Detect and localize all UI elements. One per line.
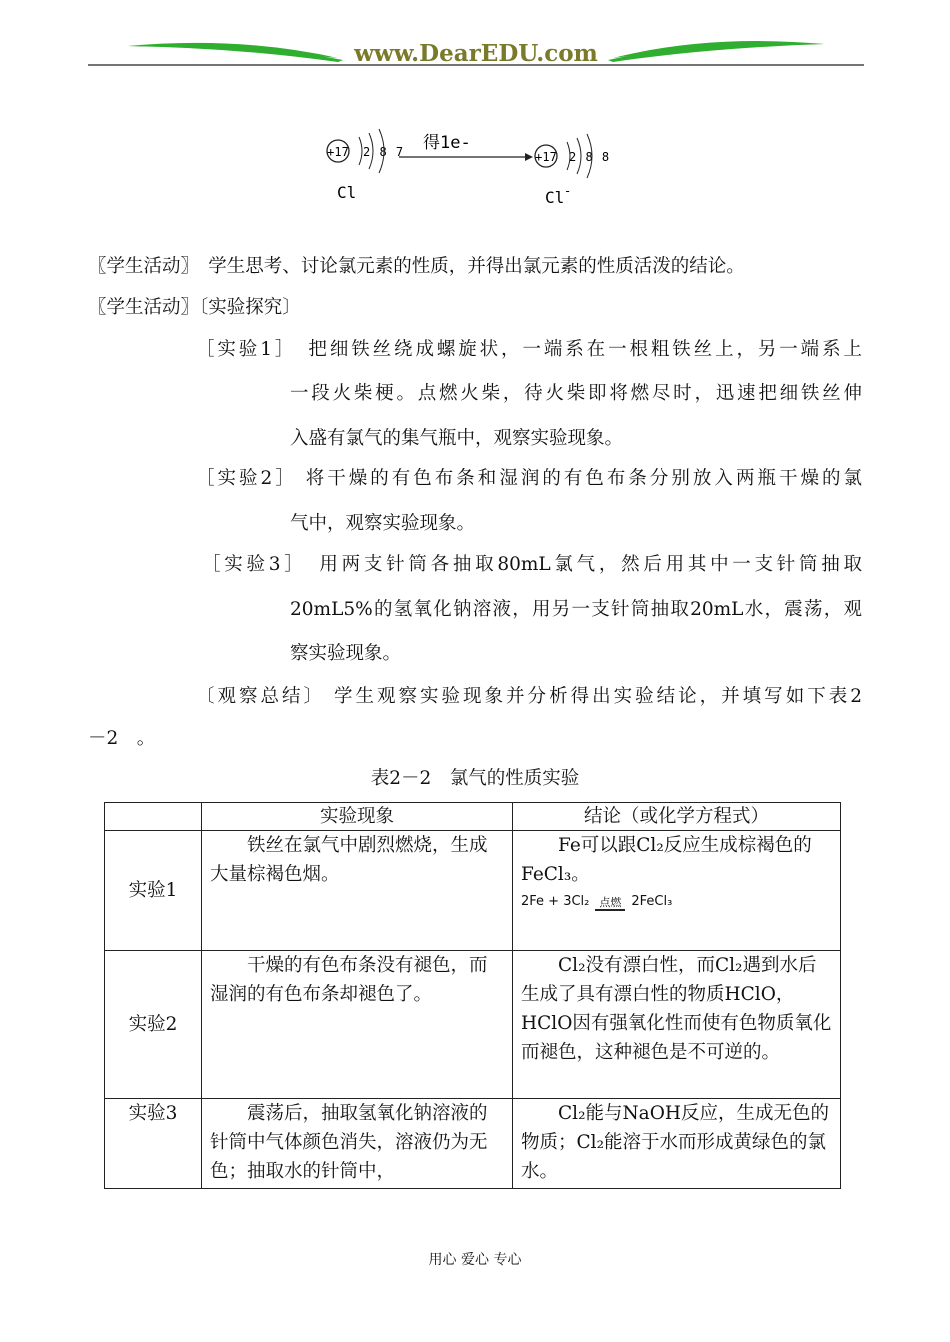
- experiment1-line1: ［实验1］ 把细铁丝绕成螺旋状，一端系在一根粗铁丝上，另一端系上: [196, 339, 862, 360]
- experiment2-line2: 气中，观察实验现象。: [290, 513, 476, 534]
- conclusion-cell: [513, 831, 841, 951]
- chemical-equation: [521, 893, 832, 911]
- page-header: [88, 36, 864, 70]
- table-header-cell: 实验现象: [202, 803, 513, 831]
- table-header-row: [105, 803, 841, 831]
- row-label: 实验2: [105, 951, 202, 1099]
- right-shells-label: 2 8 8: [569, 150, 611, 164]
- chlorine-ion-diagram: [315, 115, 615, 215]
- left-shells-label: 2 8 7: [363, 145, 405, 159]
- activity-paragraph-1: 〖学生活动〗 学生思考、讨论氯元素的性质，并得出氯元素的性质活泼的结论。: [88, 256, 745, 277]
- summary-line2: －2 。: [88, 728, 156, 749]
- summary-line1: 〔观察总结〕 学生观察实验现象并分析得出实验结论，并填写如下表2: [196, 686, 862, 707]
- conclusion-cell: Cl₂能与NaOH反应，生成无色的物质；Cl₂能溶于水而形成黄绿色的氯水。: [513, 1099, 841, 1189]
- page-footer: 用心 爱心 专心: [428, 1252, 522, 1268]
- experiment3-line3: 察实验现象。: [290, 643, 402, 664]
- table-header-cell: 结论（或化学方程式）: [513, 803, 841, 831]
- right-symbol: Cl: [545, 188, 565, 207]
- left-symbol: Cl: [337, 183, 357, 202]
- equation-products: 2FeCl₃: [631, 894, 673, 909]
- right-charge: -: [564, 184, 572, 198]
- row-label: 实验1: [105, 831, 202, 951]
- experiment2-line1: ［实验2］ 将干燥的有色布条和湿润的有色布条分别放入两瓶干燥的氯: [196, 468, 862, 489]
- table-row: [105, 831, 841, 951]
- arrow-label: 得1e-: [423, 133, 471, 153]
- conclusion-cell: Cl₂没有漂白性，而Cl₂遇到水后生成了具有漂白性的物质HClO， HClO因有强氧化性而使有色物质氧化而褪色，这种褪色是不可逆的。: [513, 951, 841, 1099]
- row-label: 实验3: [105, 1099, 202, 1189]
- phenomenon-cell: 干燥的有色布条没有褪色，而湿润的有色布条却褪色了。: [202, 951, 513, 1099]
- phenomenon-cell: 震荡后，抽取氢氧化钠溶液的针筒中气体颜色消失，溶液仍为无色；抽取水的针筒中，: [202, 1099, 513, 1189]
- experiment1-line3: 入盛有氯气的集气瓶中，观察实验现象。: [290, 428, 624, 449]
- left-nucleus-label: +17: [327, 145, 349, 159]
- experiment3-line2: 20mL5%的氢氧化钠溶液，用另一支针筒抽取20mL水，震荡，观: [290, 599, 862, 620]
- activity-paragraph-2: 〖学生活动〗〔实验探究〕: [88, 297, 301, 318]
- conclusion-text: Fe可以跟Cl₂反应生成棕褐色的FeCl₃。: [521, 835, 812, 885]
- experiment3-line1: ［实验3］ 用两支针筒各抽取80mL氯气，然后用其中一支针筒抽取: [202, 554, 862, 575]
- phenomenon-cell: 铁丝在氯气中剧烈燃烧，生成大量棕褐色烟。: [202, 831, 513, 951]
- right-nucleus-label: +17: [535, 150, 557, 164]
- table-row: [105, 1099, 841, 1189]
- chlorine-properties-table: [104, 802, 841, 1189]
- site-url: www.DearEDU.com: [354, 40, 598, 67]
- equation-condition: 点燃: [595, 897, 625, 911]
- equation-reactants: 2Fe + 3Cl₂: [521, 894, 590, 909]
- table-caption: 表2－2 氯气的性质实验: [370, 768, 580, 789]
- experiment1-line2: 一段火柴梗。点燃火柴，待火柴即将燃尽时，迅速把细铁丝伸: [290, 383, 862, 404]
- table-row: [105, 951, 841, 1099]
- table-header-cell: [105, 803, 202, 831]
